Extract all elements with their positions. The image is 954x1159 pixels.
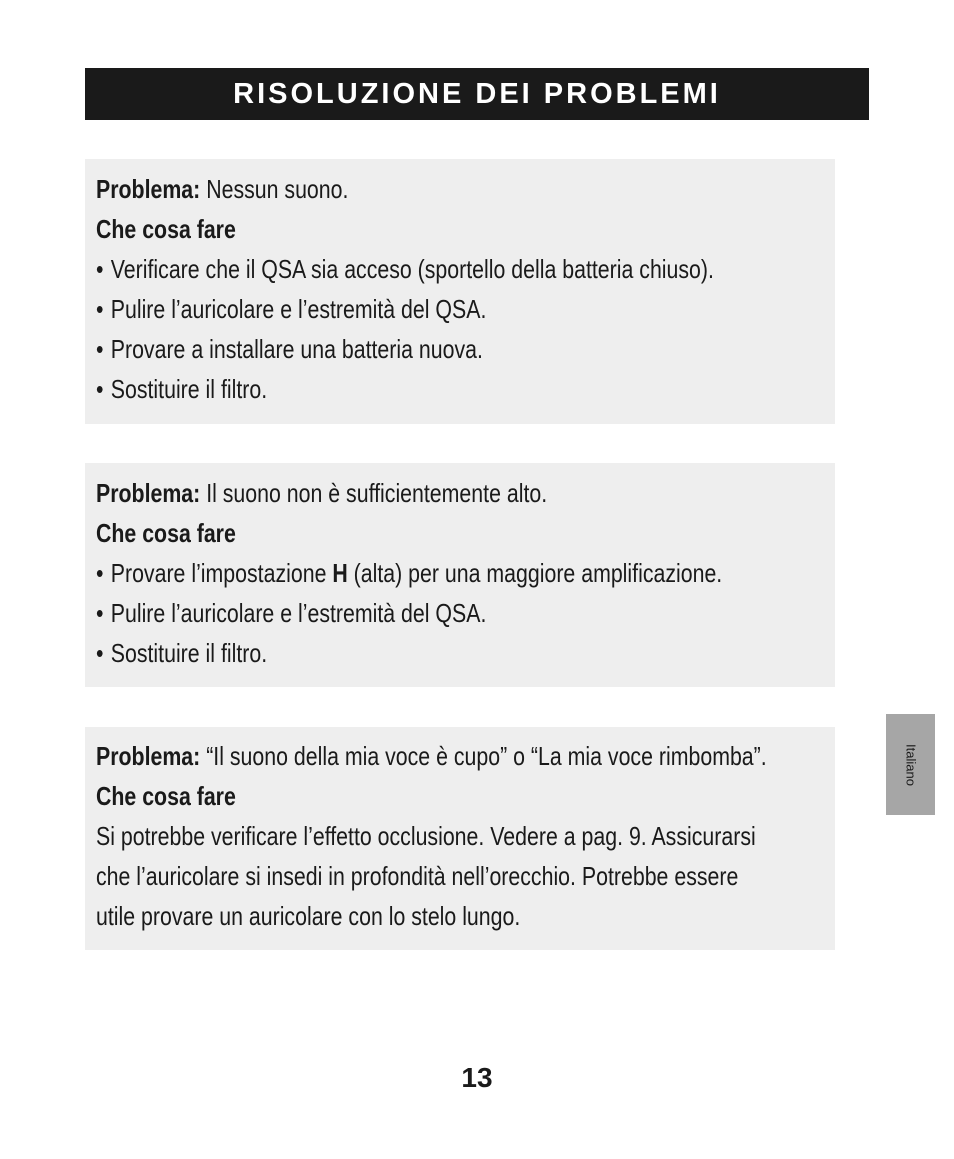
problem-box-2 <box>85 463 835 687</box>
problem-line <box>96 473 827 513</box>
bullet-icon: • <box>96 294 104 324</box>
list-item <box>96 633 827 673</box>
section-header <box>85 68 869 120</box>
list-item-text: Verificare che il QSA sia acceso (sportello della batteria chiuso). <box>110 254 714 284</box>
bullet-icon: • <box>96 638 104 668</box>
list-item-text: Provare a installare una batteria nuova. <box>110 334 483 364</box>
action-heading: Che cosa fare <box>96 518 236 548</box>
bullet-icon: • <box>96 254 104 284</box>
list-item-text: Sostituire il filtro. <box>110 374 268 404</box>
section-title: RISOLUZIONE DEI PROBLEMI <box>233 77 721 110</box>
problem-line <box>96 169 827 209</box>
language-tab <box>886 714 935 815</box>
problem-box-1 <box>85 159 835 424</box>
problem-text: Il suono non è sufficientemente alto. <box>200 478 548 508</box>
bullet-icon: • <box>96 598 104 628</box>
problem-label: Problema: <box>96 174 201 204</box>
paragraph-line: utile provare un auricolare con lo stelo lungo. <box>96 901 521 931</box>
list-item-text-post: (alta) per una maggiore amplificazione. <box>347 558 723 588</box>
problem-label: Problema: <box>96 741 201 771</box>
bullet-icon: • <box>96 334 104 364</box>
bullet-icon: • <box>96 374 104 404</box>
bullet-icon: • <box>96 558 104 588</box>
problem-text: “Il suono della mia voce è cupo” o “La mia voce rimbomba”. <box>200 741 767 771</box>
list-item <box>96 369 827 409</box>
setting-high-label: H <box>332 558 348 588</box>
list-item <box>96 289 827 329</box>
page-number: 13 <box>461 1062 493 1093</box>
list-item-text <box>111 553 722 593</box>
list-item-text: Pulire l’auricolare e l’estremità del QSA. <box>110 294 487 324</box>
list-item <box>96 329 827 369</box>
list-item <box>96 553 827 593</box>
action-heading: Che cosa fare <box>96 214 236 244</box>
list-item-text: Pulire l’auricolare e l’estremità del QSA. <box>110 598 487 628</box>
problem-text: Nessun suono. <box>200 174 349 204</box>
paragraph-line: Si potrebbe verificare l’effetto occlusione. Vedere a pag. 9. Assicurarsi <box>96 821 756 851</box>
list-item-text-pre: Provare l’impostazione <box>110 558 333 588</box>
paragraph-line: che l’auricolare si insedi in profondità nell’orecchio. Potrebbe essere <box>96 861 739 891</box>
list-item <box>96 593 827 633</box>
problem-line <box>96 736 827 776</box>
language-tab-label: Italiano <box>903 743 918 786</box>
problem-box-3 <box>85 727 835 950</box>
problem-label: Problema: <box>96 478 201 508</box>
list-item-text: Sostituire il filtro. <box>110 638 268 668</box>
list-item <box>96 249 827 289</box>
action-heading: Che cosa fare <box>96 781 236 811</box>
